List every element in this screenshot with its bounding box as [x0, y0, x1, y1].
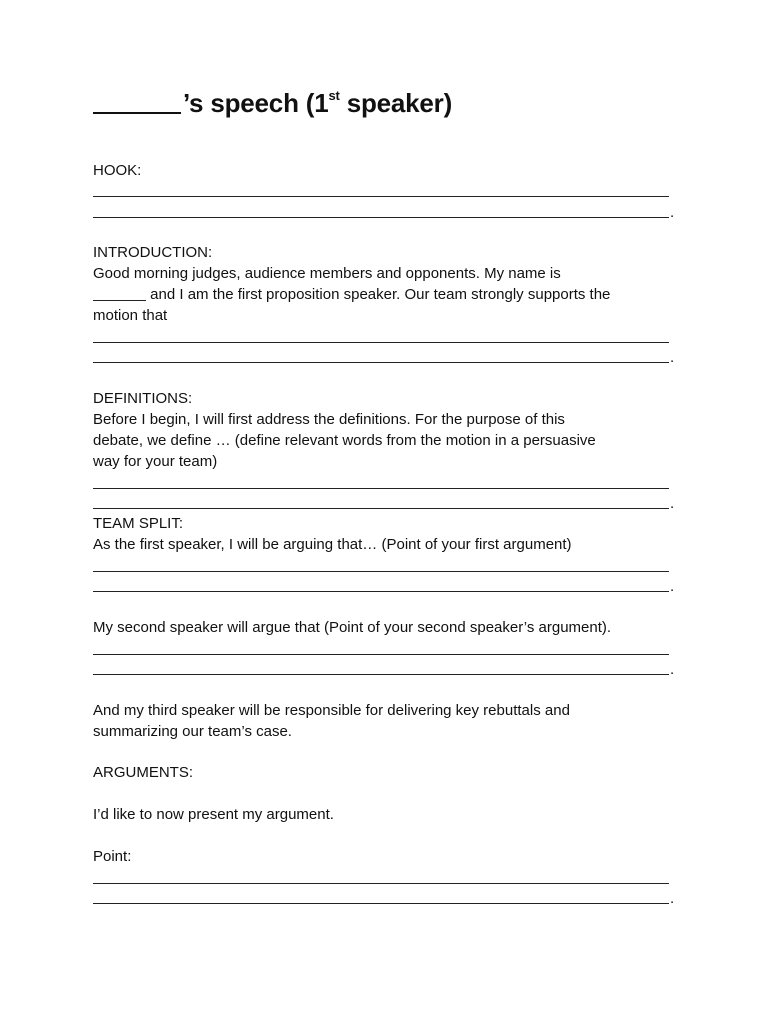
point-heading: Point:	[93, 848, 132, 865]
definitions-period: .	[670, 495, 675, 512]
arguments-intro: I’d like to now present my argument.	[93, 806, 334, 823]
introduction-line-2	[93, 284, 610, 305]
title-text: ’s speech (1	[183, 88, 329, 118]
definitions-line-1: Before I begin, I will first address the definitions. For the purpose of this	[93, 411, 565, 428]
point-line-2[interactable]	[93, 903, 669, 904]
second-argument-period: .	[670, 661, 675, 678]
definitions-line-blank-1[interactable]	[93, 488, 669, 489]
hook-heading: HOOK:	[93, 162, 142, 179]
hook-line-1[interactable]	[93, 196, 669, 197]
point-line-1[interactable]	[93, 883, 669, 884]
team-split-third-line-1: And my third speaker will be responsible for delivering key rebuttals and	[93, 702, 570, 719]
team-split-heading: TEAM SPLIT:	[93, 515, 184, 532]
definitions-heading: DEFINITIONS:	[93, 390, 193, 407]
motion-line-2[interactable]	[93, 362, 669, 363]
introduction-heading: INTRODUCTION:	[93, 244, 213, 261]
first-argument-period: .	[670, 578, 675, 595]
first-argument-line-1[interactable]	[93, 571, 669, 572]
first-argument-line-2[interactable]	[93, 591, 669, 592]
team-split-third-line-2: summarizing our team’s case.	[93, 723, 292, 740]
name-blank[interactable]	[93, 88, 181, 114]
hook-line-2[interactable]	[93, 217, 669, 218]
second-argument-line-1[interactable]	[93, 654, 669, 655]
definitions-line-2: debate, we define … (define relevant words from the motion in a persuasive	[93, 432, 596, 449]
second-argument-line-2[interactable]	[93, 674, 669, 675]
arguments-heading: ARGUMENTS:	[93, 764, 194, 781]
page-title	[93, 88, 452, 119]
motion-period: .	[670, 349, 675, 366]
team-split-second: My second speaker will argue that (Point of your second speaker’s argument).	[93, 619, 612, 636]
team-split-first: As the first speaker, I will be arguing that… (Point of your first argument)	[93, 536, 572, 553]
speech-template-page	[93, 0, 673, 1024]
hook-period: .	[670, 204, 675, 221]
introduction-line-3: motion that	[93, 307, 168, 324]
introduction-line-2-text: and I am the first proposition speaker. Our team strongly supports the	[146, 286, 611, 303]
speaker-name-blank[interactable]	[93, 286, 146, 301]
definitions-line-3: way for your team)	[93, 453, 218, 470]
title-superscript: st	[328, 88, 340, 103]
title-end: speaker)	[339, 88, 453, 118]
motion-line-1[interactable]	[93, 342, 669, 343]
introduction-line-1: Good morning judges, audience members and opponents. My name is	[93, 265, 561, 282]
definitions-line-blank-2[interactable]	[93, 508, 669, 509]
point-period: .	[670, 890, 675, 907]
